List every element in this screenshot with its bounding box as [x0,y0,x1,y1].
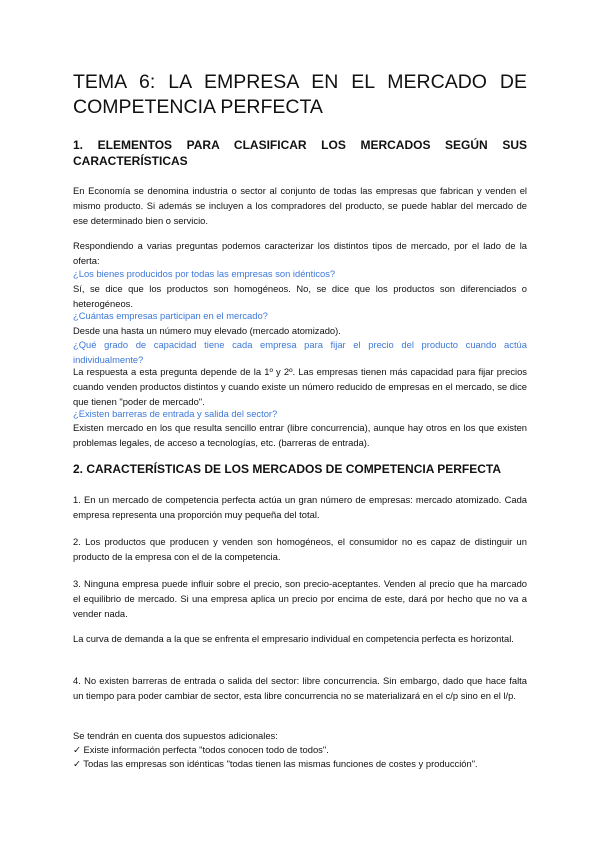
section-1-intro: En Economía se denomina industria o sector al conjunto de todas las empresas que fabrican y venden el mismo producto. Si además se incluyen a los compradores del producto, se puede hablar del mercado de ese determinado bien o servicio. [73,185,527,226]
page-title [73,70,527,120]
question-3: ¿Qué grado de capacidad tiene cada empresa para fijar el precio del producto cuando actúa individualmente? [73,339,527,365]
section-2-point-4: 4. No existen barreras de entrada o salida del sector: libre concurrencia. Sin embargo, dado que hace falta un tiempo para poder cambiar de sector, esta libre concurrencia no se materializará en el c/p sino en el l/p. [73,675,527,701]
section-2-point-3: 3. Ninguna empresa puede influir sobre el precio, son precio-aceptantes. Venden al precio que ha marcado el equilibrio de mercado. Si una empresa aplica un precio por encima de este, dará por hecho que no va a vender nada. [73,578,527,619]
answer-3: La respuesta a esta pregunta depende de la 1º y 2º. Las empresas tienen más capacidad para fijar precios cuando venden productos distintos y cuando existe un número reducido de empresas en el mercado, se dice que tienen "poder de mercado". [73,366,527,407]
question-4: ¿Existen barreras de entrada y salida del sector? [73,408,278,419]
title-line-2: COMPETENCIA PERFECTA [73,96,323,118]
section-1-heading-line-1: 1. ELEMENTOS PARA CLASIFICAR LOS MERCADOS SEGÚN SUS [73,138,527,152]
answer-4: Existen mercado en los que resulta sencillo entrar (libre concurrencia), aunque hay otros en los que existen problemas legales, de acceso a tecnologías, etc. (barreras de entrada). [73,422,527,448]
section-2-point-1: 1. En un mercado de competencia perfecta actúa un gran número de empresas: mercado atomizado. Cada empresa representa una proporción muy pequeña del total. [73,494,527,520]
assumption-check-1: ✓ Existe información perfecta "todos conocen todo de todos". [73,744,329,755]
section-2-assumptions-lead: Se tendrán en cuenta dos supuestos adicionales: [73,730,278,741]
assumption-check-2: ✓ Todas las empresas son idénticas "todas tienen las mismas funciones de costes y producción". [73,758,478,769]
answer-2: Desde una hasta un número muy elevado (mercado atomizado). [73,325,341,336]
section-1-lead: Respondiendo a varias preguntas podemos caracterizar los distintos tipos de mercado, por el lado de la oferta: [73,240,527,266]
section-2-heading-text: 2. CARACTERÍSTICAS DE LOS MERCADOS DE COMPETENCIA PERFECTA [73,462,502,476]
title-line-1: TEMA 6: LA EMPRESA EN EL MERCADO DE [73,71,527,93]
section-1-heading-line-2: CARACTERÍSTICAS [73,154,188,168]
question-1: ¿Los bienes producidos por todas las empresas son idénticos? [73,268,336,279]
section-2-point-2: 2. Los productos que producen y venden son homogéneos, el consumidor no es capaz de distinguir un producto de la empresa con el de la competencia. [73,536,527,562]
question-2: ¿Cuántas empresas participan en el mercado? [73,310,268,321]
section-2-demand-curve: La curva de demanda a la que se enfrenta el empresario individual en competencia perfecta es horizontal. [73,633,514,644]
section-1-heading [73,137,527,169]
answer-1: Sí, se dice que los productos son homogéneos. No, se dice que los productos son diferenciados o heterogéneos. [73,283,527,309]
section-2-heading [73,461,527,477]
